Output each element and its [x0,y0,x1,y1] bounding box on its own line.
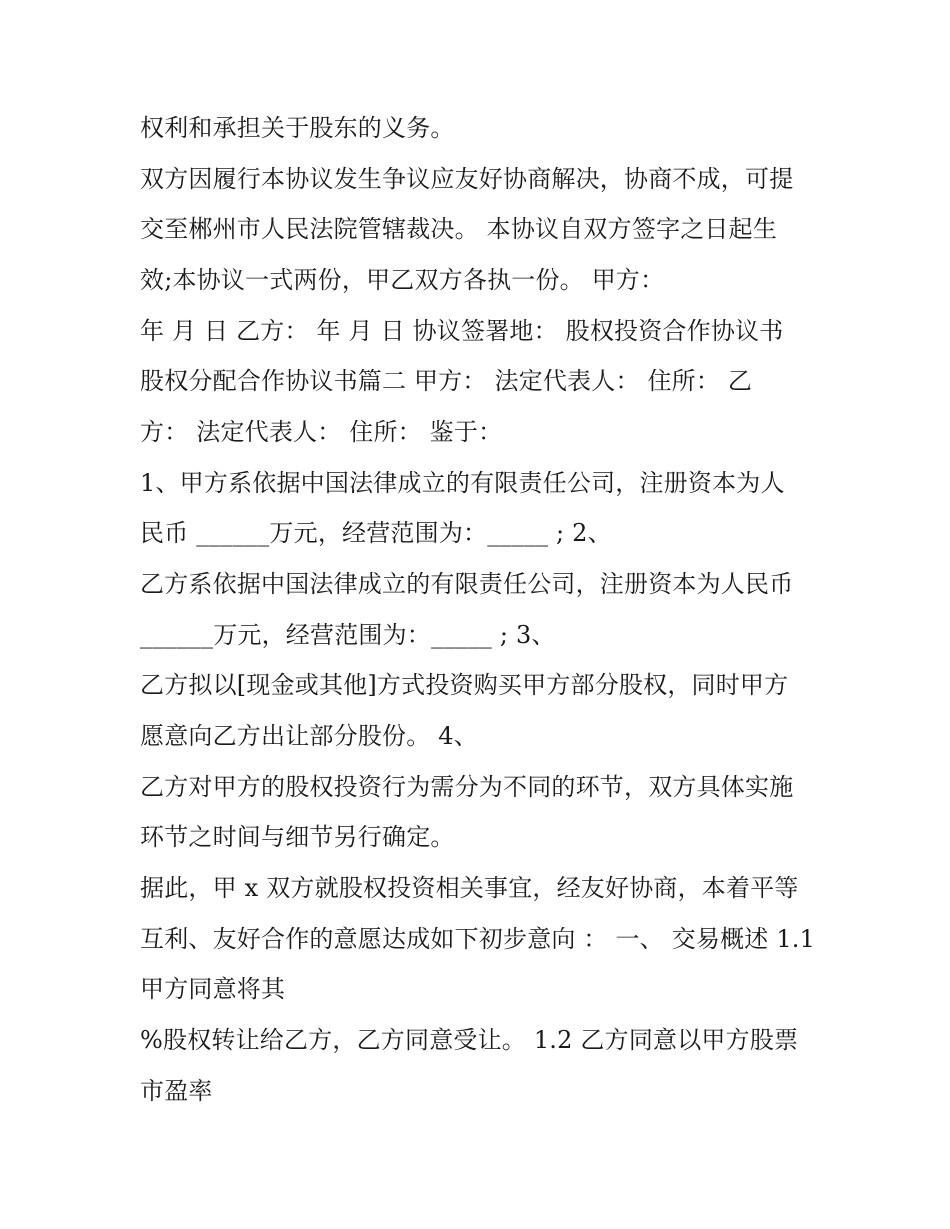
text-line: 1、甲方系依据中国法律成立的有限责任公司，注册资本为人 [140,469,785,497]
text-line: 效;本协议一式两份，甲乙双方各执一份。 甲方： [140,266,665,294]
text-line: 股权分配合作协议书篇二 甲方： 法定代表人： 住所： 乙 [140,367,753,395]
text-line: %股权转让给乙方，乙方同意受让。 1.2 乙方同意以甲方股票 [140,1026,799,1054]
text-line: 年 月 日 乙方： 年 月 日 协议签署地： 股权投资合作协议书 [140,317,784,345]
text-line: 甲方同意将其 [140,975,286,1003]
text-line: 方： 法定代表人： 住所： 鉴于： [140,418,503,446]
text-line: 双方因履行本协议发生争议应友好协商解决，协商不成，可提 [140,165,794,193]
text-line: 乙方系依据中国法律成立的有限责任公司，注册资本为人民币 [140,570,794,598]
text-line: 据此，甲 x 双方就股权投资相关事宜，经友好协商，本着平等 [140,874,799,902]
text-line: 权利和承担关于股东的义务。 [140,114,455,142]
text-line: 互利、友好合作的意愿达成如下初步意向 ： 一、 交易概述 1.1 [140,925,816,953]
text-line: 市盈率 [140,1077,213,1105]
text-line: 民币 ______万元，经营范围为：_____ ; 2、 [140,519,612,547]
text-line: 环节之时间与细节另行确定。 [140,823,455,851]
text-line: 乙方拟以[现金或其他]方式投资购买甲方部分股权，同时甲方 [140,671,789,699]
text-line: 乙方对甲方的股权投资行为需分为不同的环节，双方具体实施 [140,773,794,801]
text-line: ______万元，经营范围为：_____ ; 3、 [140,621,556,649]
text-line: 交至郴州市人民法院管辖裁决。 本协议自双方签字之日起生 [140,215,778,243]
text-line: 愿意向乙方出让部分股份。 4、 [140,722,478,750]
